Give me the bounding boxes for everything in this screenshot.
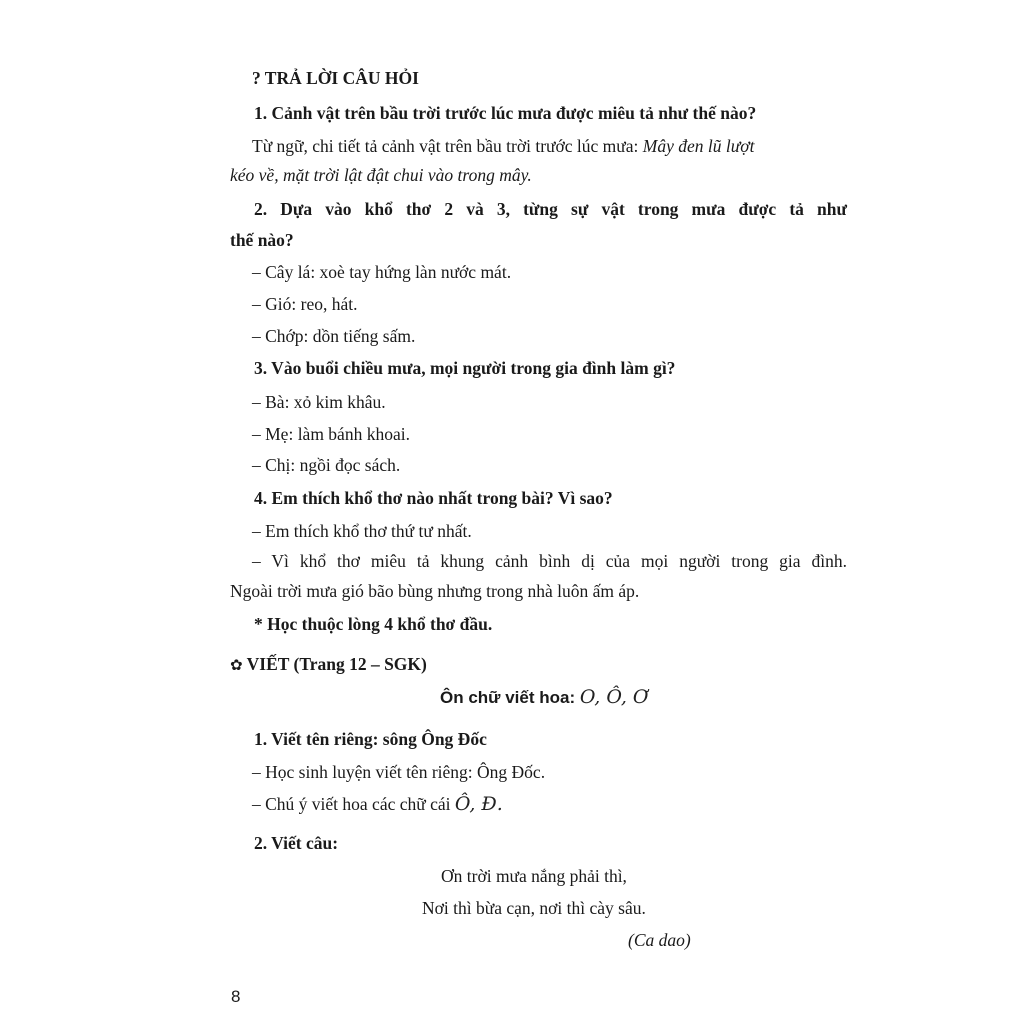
viet-subtitle-label: Ôn chữ viết hoa: xyxy=(440,688,580,707)
memorize-note: * Học thuộc lòng 4 khổ thơ đầu. xyxy=(254,614,493,634)
answer-4-line-1: – Em thích khổ thơ thứ tư nhất. xyxy=(252,521,472,541)
viet-item-2-title: 2. Viết câu: xyxy=(254,833,339,853)
viet-heading-text: VIẾT (Trang 12 – SGK) xyxy=(246,654,427,674)
answer-3-item: – Bà: xỏ kim khâu. xyxy=(252,392,386,412)
question-3: 3. Vào buổi chiều mưa, mọi người trong gia đình làm gì? xyxy=(254,358,676,378)
section-title: ? TRẢ LỜI CÂU HỎI xyxy=(252,68,419,88)
viet-item-1-letters: Ô, Đ. xyxy=(454,793,503,815)
viet-item-1-line-2 xyxy=(252,792,503,816)
poem-line-1: Ơn trời mưa nắng phải thì, xyxy=(441,866,627,886)
answer-1-plain: Từ ngữ, chi tiết tả cảnh vật trên bầu trời trước lúc mưa: xyxy=(252,136,643,156)
page-number: 8 xyxy=(231,987,241,1006)
answer-1-line-2: kéo về, mặt trời lật đật chui vào trong mây. xyxy=(230,165,532,185)
question-4: 4. Em thích khổ thơ nào nhất trong bài? Vì sao? xyxy=(254,488,613,508)
question-2-line-1: 2. Dựa vào khổ thơ 2 và 3, từng sự vật trong mưa được tả như xyxy=(254,199,847,219)
viet-subtitle-letters: O, Ô, Ơ xyxy=(579,686,649,708)
answer-4-line-2: – Vì khổ thơ miêu tả khung cảnh bình dị của mọi người trong gia đình. xyxy=(252,551,847,571)
viet-subtitle xyxy=(440,685,649,710)
poem-source: (Ca dao) xyxy=(628,930,691,950)
answer-3-item: – Mẹ: làm bánh khoai. xyxy=(252,424,410,444)
question-1: 1. Cảnh vật trên bầu trời trước lúc mưa được miêu tả như thế nào? xyxy=(254,103,757,123)
viet-item-1-line-1: – Học sinh luyện viết tên riêng: Ông Đốc. xyxy=(252,762,546,782)
flower-icon: ✿ xyxy=(230,656,243,674)
answer-2-item: – Gió: reo, hát. xyxy=(252,294,358,314)
viet-heading xyxy=(230,652,427,677)
answer-3-item: – Chị: ngồi đọc sách. xyxy=(252,455,401,475)
answer-2-item: – Cây lá: xoè tay hứng làn nước mát. xyxy=(252,262,512,282)
question-2-line-2: thế nào? xyxy=(230,230,294,250)
answer-4-line-3: Ngoài trời mưa gió bão bùng nhưng trong nhà luôn ấm áp. xyxy=(230,581,640,601)
answer-1-italic-a: Mây đen lũ lượt xyxy=(642,136,755,156)
viet-item-1-title: 1. Viết tên riêng: sông Ông Đốc xyxy=(254,729,487,749)
poem-line-2: Nơi thì bừa cạn, nơi thì cày sâu. xyxy=(422,898,646,918)
answer-2-item: – Chớp: dồn tiếng sấm. xyxy=(252,326,416,346)
viet-item-1-line-2-text: – Chú ý viết hoa các chữ cái xyxy=(252,794,455,814)
answer-1-line-1 xyxy=(252,134,847,158)
